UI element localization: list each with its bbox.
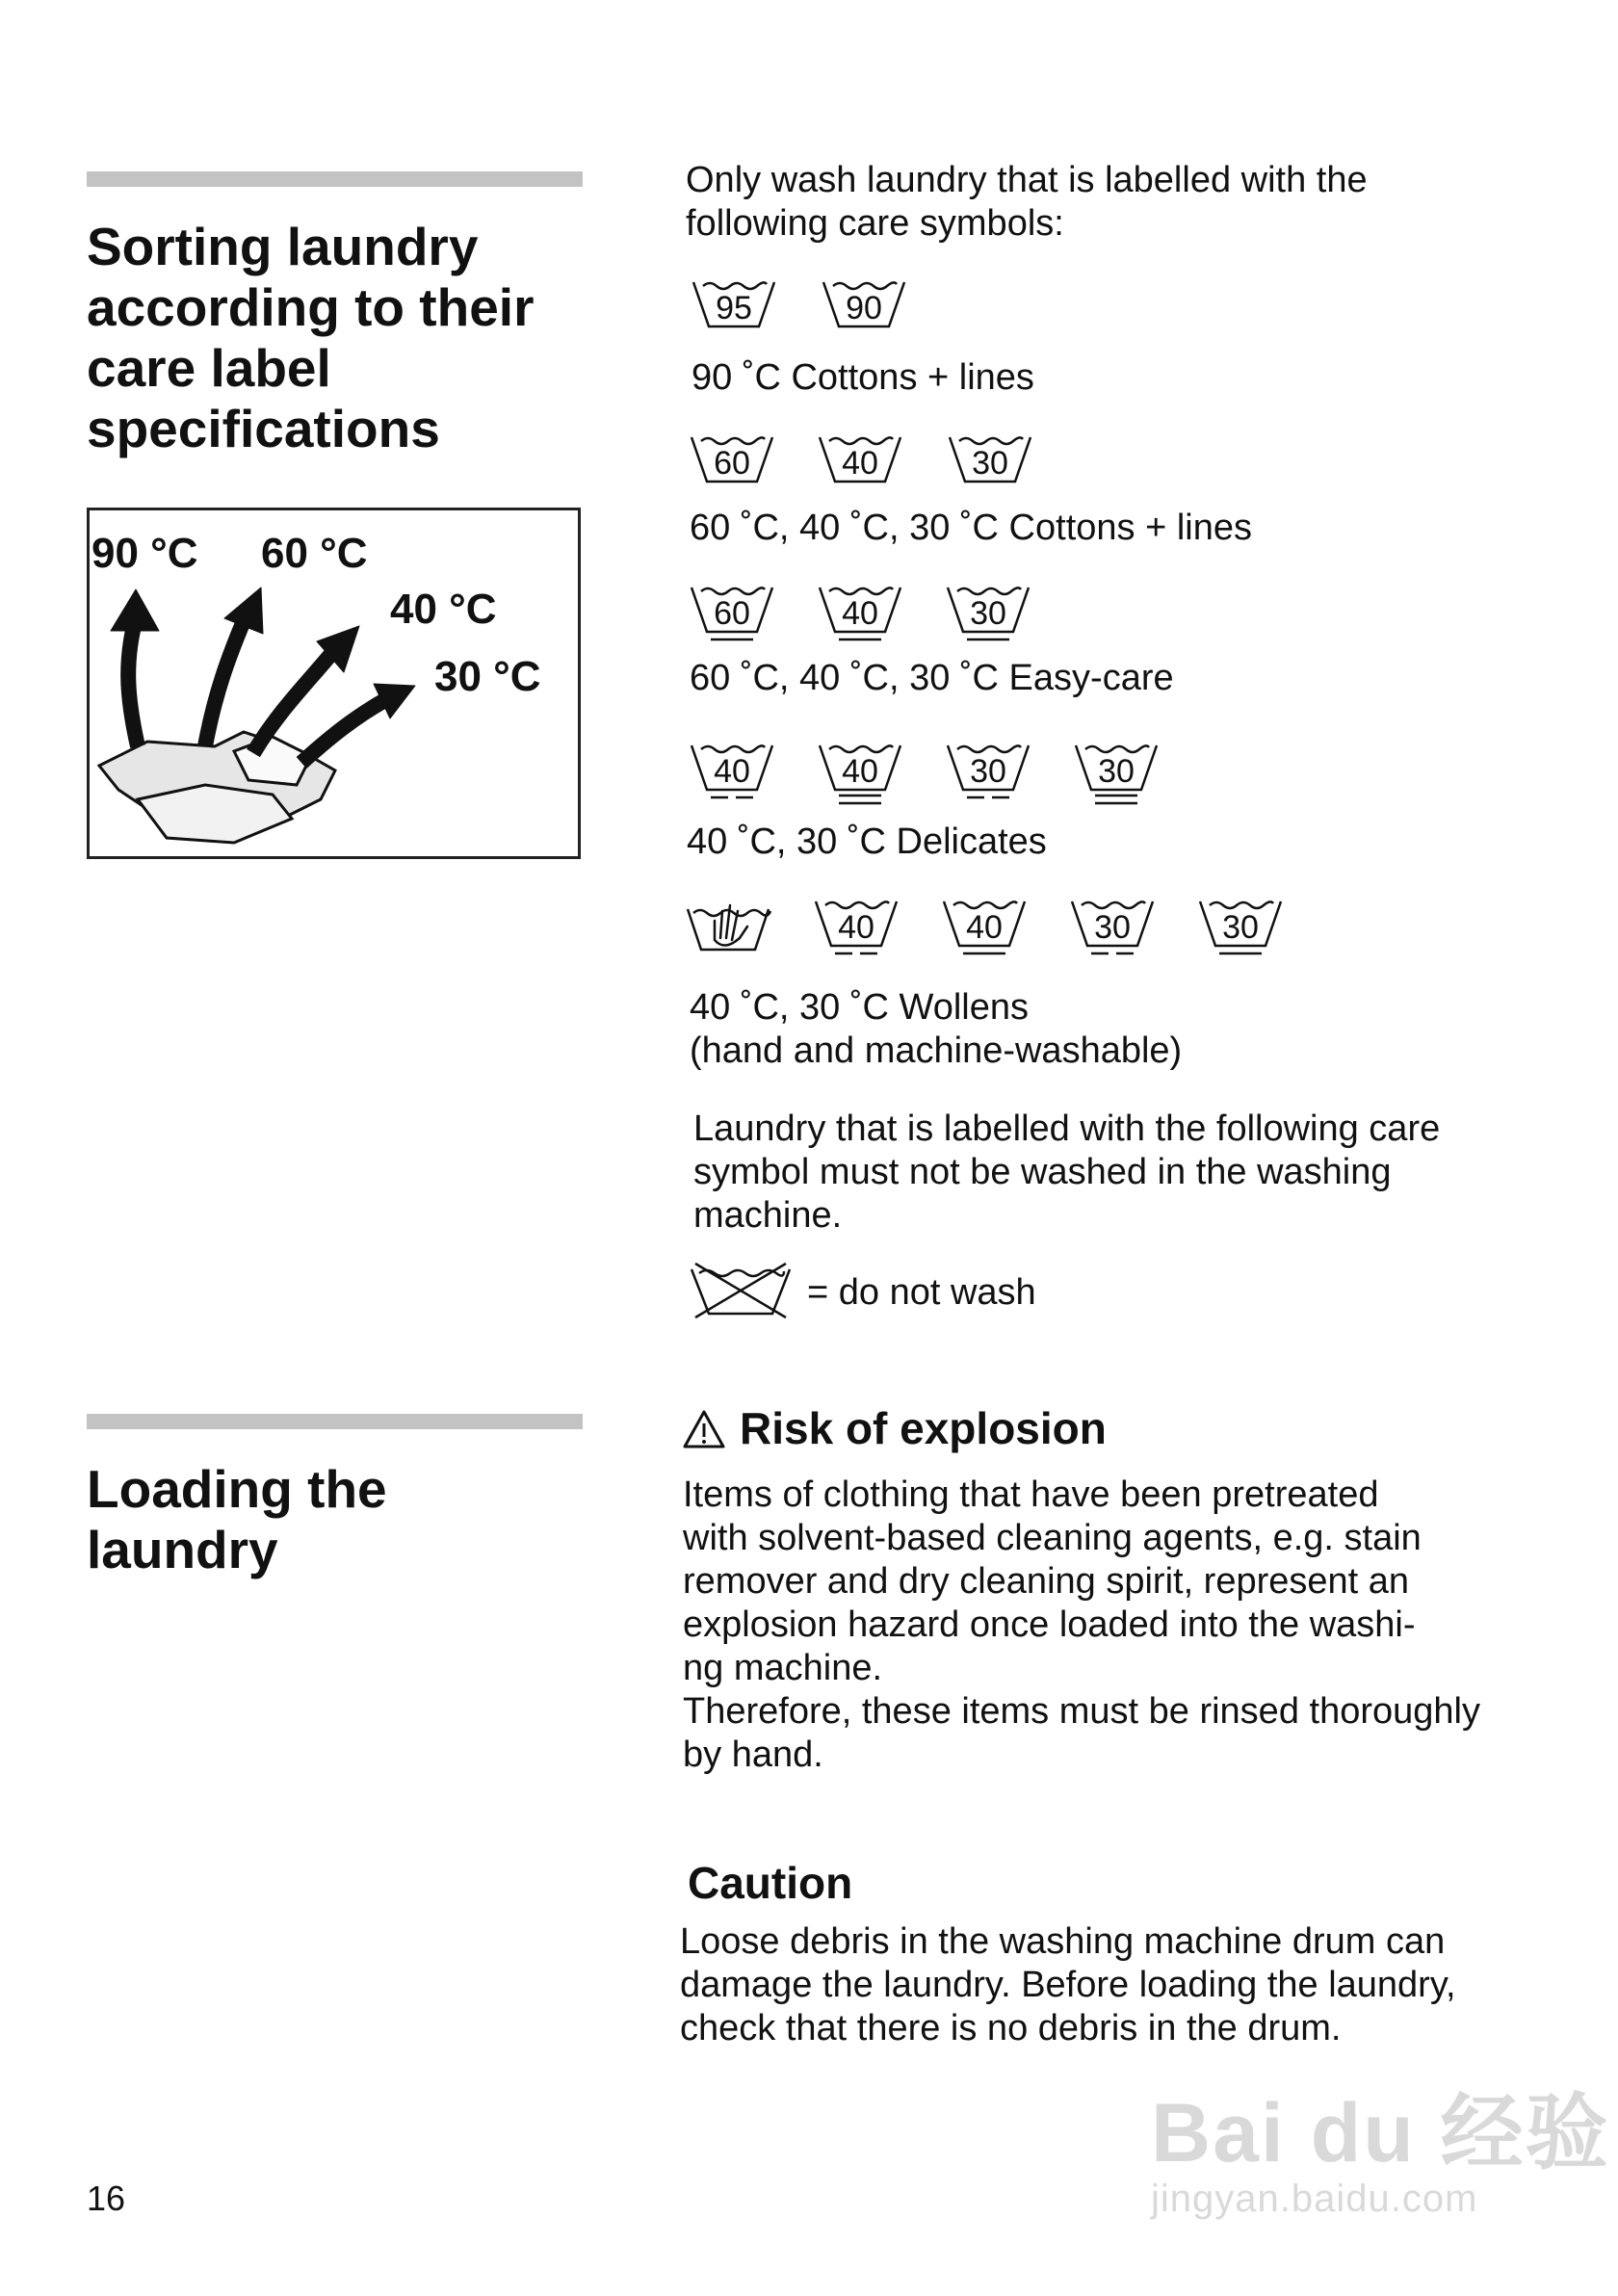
hand-wash-icon — [688, 905, 770, 950]
wash-tub-icon — [820, 745, 900, 803]
watermark-brand: Bai du 经验 — [1151, 2087, 1610, 2179]
wash-tub-icon — [816, 901, 897, 953]
care-caption: 60 ˚C, 40 ˚C, 30 ˚C Easy-care — [690, 658, 1174, 698]
warning-block — [682, 1408, 726, 1455]
temp-label-40: 40 °C — [390, 586, 497, 633]
symbol-row — [690, 428, 1056, 509]
heading-line: care label — [87, 338, 331, 398]
laundry-temperature-illustration — [87, 508, 581, 859]
svg-text:90: 90 — [846, 290, 882, 326]
wash-symbols — [690, 736, 1171, 813]
svg-text:30: 30 — [1094, 909, 1131, 946]
svg-text:60: 60 — [714, 445, 750, 482]
wash-tub-icon — [692, 745, 772, 797]
warning-triangle-icon — [682, 1408, 726, 1450]
text-line: by hand. — [683, 1735, 823, 1775]
caution-body — [680, 1920, 1456, 2050]
wash-symbols — [690, 578, 1056, 655]
text-line: 40 ˚C, 30 ˚C Wollens — [690, 987, 1029, 1028]
care-intro-text — [686, 159, 1368, 246]
text-line: Loose debris in the washing machine drum can — [680, 1921, 1446, 1962]
text-line: ng machine. — [683, 1648, 883, 1688]
svg-text:60: 60 — [714, 595, 750, 632]
care-caption: 90 ˚C Cottons + lines — [692, 357, 1034, 398]
baidu-watermark — [1151, 2066, 1610, 2221]
wash-tub-icon — [944, 901, 1025, 953]
text-line: Items of clothing that have been pretreated — [683, 1474, 1379, 1515]
wash-tub-icon — [823, 282, 904, 326]
wash-tub-icon — [820, 437, 900, 482]
text-line: Only wash laundry that is labelled with the — [686, 160, 1368, 200]
page-number: 16 — [87, 2179, 126, 2218]
wash-tub-icon — [692, 437, 772, 482]
heading-line: according to their — [87, 277, 535, 337]
wash-tub-icon — [950, 437, 1031, 482]
do-not-wash-label: = do not wash — [807, 1272, 1036, 1313]
temp-label-60: 60 °C — [261, 530, 368, 577]
care-caption — [690, 986, 1182, 1073]
text-line: explosion hazard once loaded into the washi- — [683, 1605, 1416, 1645]
wash-tub-icon — [1072, 901, 1153, 953]
sorting-heading — [87, 217, 535, 459]
symbol-row — [690, 578, 1056, 660]
text-line: remover and dry cleaning spirit, represent an — [683, 1561, 1410, 1602]
svg-text:40: 40 — [842, 445, 878, 482]
risk-title: Risk of explosion — [740, 1403, 1107, 1453]
wash-tub-icon — [820, 587, 900, 639]
caution-title: Caution — [688, 1858, 853, 1908]
heading-line: Loading the — [87, 1459, 387, 1519]
do-not-wash-icon — [690, 1260, 796, 1327]
no-wash-explanation — [693, 1108, 1440, 1238]
svg-text:30: 30 — [970, 595, 1006, 632]
svg-text:30: 30 — [1098, 753, 1135, 790]
text-line: damage the laundry. Before loading the laundry, — [680, 1965, 1456, 2005]
symbol-row — [690, 736, 1171, 818]
svg-text:40: 40 — [966, 909, 1003, 946]
temp-label-90: 90 °C — [91, 530, 198, 577]
wash-tub-icon — [1200, 901, 1281, 953]
svg-text:30: 30 — [970, 753, 1006, 790]
text-line: check that there is no debris in the drum. — [680, 2008, 1342, 2048]
wash-symbols — [686, 892, 1302, 969]
watermark-url: jingyan.baidu.com — [1151, 2178, 1478, 2220]
wash-tub-icon — [948, 587, 1029, 639]
heading-line: laundry — [87, 1520, 278, 1579]
symbol-row — [692, 273, 923, 354]
wash-tub-icon — [692, 587, 772, 639]
symbol-row — [686, 892, 1302, 974]
temp-label-30: 30 °C — [434, 653, 541, 700]
svg-text:40: 40 — [714, 753, 750, 790]
wash-symbols — [690, 428, 1056, 505]
risk-body — [683, 1474, 1480, 1777]
text-line: symbol must not be washed in the washing — [693, 1152, 1392, 1192]
svg-text:40: 40 — [842, 753, 878, 790]
text-line: machine. — [693, 1195, 843, 1236]
section-divider-bar — [87, 171, 583, 187]
wash-tub-icon — [1076, 745, 1157, 803]
text-line: following care symbols: — [686, 203, 1064, 244]
loading-heading — [87, 1459, 387, 1580]
text-line: with solvent-based cleaning agents, e.g. stain — [683, 1518, 1422, 1558]
heading-line: specifications — [87, 399, 440, 458]
wash-tub-icon — [693, 282, 774, 326]
care-caption: 60 ˚C, 40 ˚C, 30 ˚C Cottons + lines — [690, 508, 1252, 548]
wash-tub-icon — [948, 745, 1029, 797]
do-not-wash-symbol — [690, 1260, 796, 1332]
svg-text:95: 95 — [716, 290, 752, 326]
care-caption: 40 ˚C, 30 ˚C Delicates — [687, 822, 1047, 862]
svg-text:30: 30 — [972, 445, 1008, 482]
heading-line: Sorting laundry — [87, 217, 479, 276]
text-line: (hand and machine-washable) — [690, 1031, 1183, 1071]
svg-text:40: 40 — [838, 909, 874, 946]
svg-text:30: 30 — [1222, 909, 1259, 946]
section-divider-bar — [87, 1414, 583, 1429]
wash-symbols — [692, 273, 923, 350]
text-line: Laundry that is labelled with the following care — [693, 1109, 1441, 1149]
svg-text:40: 40 — [842, 595, 878, 632]
text-line: Therefore, these items must be rinsed thoroughly — [683, 1691, 1480, 1732]
